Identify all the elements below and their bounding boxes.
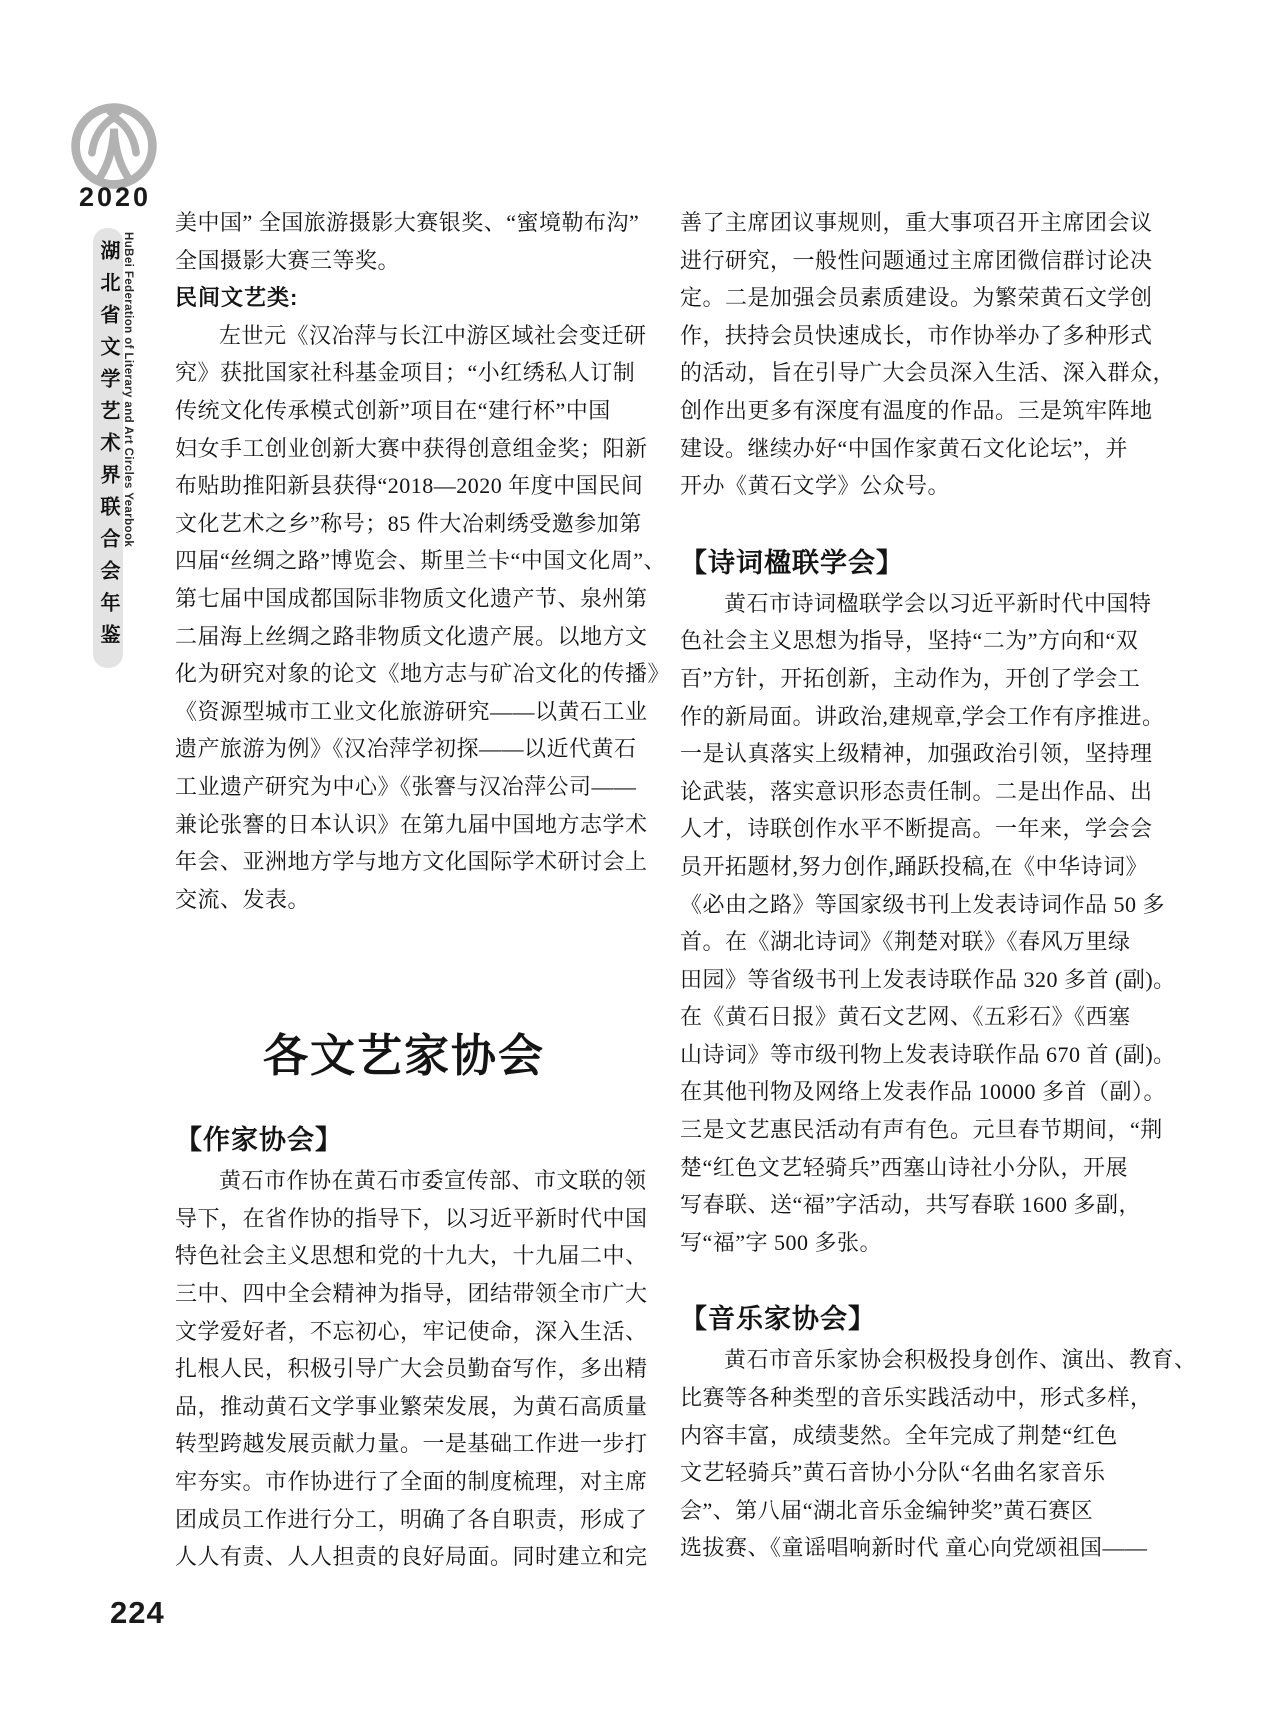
text-line: 四届“丝绸之路”博览会、斯里兰卡“中国文化周”、 bbox=[175, 548, 667, 574]
text-line: 黄石市作协在黄石市委宣传部、市文联的领 bbox=[219, 1168, 647, 1194]
text-line: 作的新局面。讲政治,建规章,学会工作有序推进。 bbox=[680, 703, 1165, 729]
text-line: 的活动，旨在引导广大会员深入生活、深入群众， bbox=[680, 360, 1176, 386]
sidebar-english-title: HuBei Federation of Literary and Art Circles Yearbook bbox=[122, 232, 134, 548]
text-line: 人才，诗联创作水平不断提高。一年来，学会会 bbox=[680, 816, 1153, 842]
text-line: 定。二是加强会员素质建设。为繁荣黄石文学创 bbox=[680, 285, 1153, 311]
text-line: 写“福”字 500 多张。 bbox=[680, 1229, 883, 1255]
text-line: 比赛等各种类型的音乐实践活动中，形式多样， bbox=[680, 1385, 1153, 1411]
text-line: 山诗词》等市级刊物上发表诗联作品 670 首 (副)。 bbox=[680, 1041, 1176, 1067]
right-column bbox=[680, 204, 1197, 1567]
text-line: 左世元《汉冶萍与长江中游区域社会变迁研 bbox=[219, 322, 647, 348]
text-line: 团成员工作进行分工，明确了各自职责，形成了 bbox=[175, 1506, 648, 1532]
section-heading: 【作家协会】 bbox=[175, 1125, 343, 1156]
text-line: 年会、亚洲地方学与地方文化国际学术研讨会上 bbox=[175, 849, 648, 875]
text-line: 牢夯实。市作协进行了全面的制度梳理，对主席 bbox=[175, 1469, 648, 1495]
text-line: 《资源型城市工业文化旅游研究——以黄石工业 bbox=[175, 698, 648, 724]
text-line: 在其他刊物及网络上发表作品 10000 多首（副）。 bbox=[680, 1079, 1167, 1105]
text-line: 进行研究，一般性问题通过主席团微信群讨论决 bbox=[680, 247, 1153, 273]
text-line: 首。在《湖北诗词》《荆楚对联》《春风万里绿 bbox=[680, 929, 1131, 955]
text-line: 三中、四中全会精神为指导，团结带领全市广大 bbox=[175, 1281, 648, 1307]
section-heading: 【音乐家协会】 bbox=[680, 1304, 876, 1335]
text-line: 一是认真落实上级精神，加强政治引领，坚持理 bbox=[680, 741, 1153, 767]
text-line: 楚“红色文艺轻骑兵”西塞山诗社小分队，开展 bbox=[680, 1154, 1129, 1180]
text-line: 《必由之路》等国家级书刊上发表诗词作品 50 多 bbox=[680, 891, 1166, 917]
text-line: 黄石市诗词楹联学会以习近平新时代中国特 bbox=[724, 590, 1152, 616]
emblem-icon bbox=[66, 98, 162, 194]
text-line: 转型跨越发展贡献力量。一是基础工作进一步打 bbox=[175, 1431, 648, 1457]
chapter-heading: 各文艺家协会 bbox=[262, 1030, 545, 1082]
text-line: 文艺轻骑兵”黄石音协小分队“名曲名家音乐 bbox=[680, 1460, 1106, 1486]
text-line: 百”方针，开拓创新，主动作为，开创了学会工 bbox=[680, 665, 1141, 691]
text-line: 人人有责、人人担责的良好局面。同时建立和完 bbox=[175, 1544, 648, 1570]
text-line: 品，推动黄石文学事业繁荣发展，为黄石高质量 bbox=[175, 1393, 648, 1419]
text-line: 特色社会主义思想和党的十九大，十九届二中、 bbox=[175, 1243, 648, 1269]
text-line: 扎根人民，积极引导广大会员勤奋写作，多出精 bbox=[175, 1356, 648, 1382]
text-line: 开办《黄石文学》公众号。 bbox=[680, 473, 951, 499]
text-line: 工业遗产研究为中心》《张謇与汉冶萍公司—— bbox=[175, 773, 637, 799]
text-line: 论武装，落实意识形态责任制。二是出作品、出 bbox=[680, 778, 1153, 804]
section-heading: 【诗词楹联学会】 bbox=[680, 547, 904, 578]
page-number: 224 bbox=[110, 1595, 165, 1630]
text-line: 化为研究对象的论文《地方志与矿冶文化的传播》 bbox=[175, 661, 671, 687]
text-line: 创作出更多有深度有温度的作品。三是筑牢阵地 bbox=[680, 397, 1153, 423]
text-line: 黄石市音乐家协会积极投身创作、演出、教育、 bbox=[724, 1347, 1197, 1373]
text-line: 作，扶持会员快速成长，市作协举办了多种形式 bbox=[680, 322, 1153, 348]
text-line: 选拔赛、《童谣唱响新时代 童心向党颂祖国—— bbox=[680, 1535, 1148, 1561]
text-line: 兼论张謇的日本认识》在第九届中国地方志学术 bbox=[175, 811, 648, 837]
text-line: 传统文化传承模式创新”项目在“建行杯”中国 bbox=[175, 397, 611, 423]
text-line: 员开拓题材,努力创作,踊跃投稿,在《中华诗词》 bbox=[680, 853, 1149, 879]
text-line: 导下，在省作协的指导下，以习近平新时代中国 bbox=[175, 1205, 648, 1231]
text-line: 妇女手工创业创新大赛中获得创意组金奖；阳新 bbox=[175, 435, 648, 461]
text-line: 二届海上丝绸之路非物质文化遗产展。以地方文 bbox=[175, 623, 648, 649]
text-line: 在《黄石日报》黄石文艺网、《五彩石》《西塞 bbox=[680, 1004, 1131, 1030]
text-line: 三是文艺惠民活动有声有色。元旦春节期间，“荆 bbox=[680, 1117, 1163, 1143]
text-line: 全国摄影大赛三等奖。 bbox=[175, 247, 401, 273]
federation-emblem-logo bbox=[66, 98, 162, 194]
text-line: 布贴助推阳新县获得“2018—2020 年度中国民间 bbox=[175, 473, 644, 499]
text-line: 会”、第八届“湖北音乐金编钟奖”黄石赛区 bbox=[680, 1497, 1094, 1523]
text-line: 交流、发表。 bbox=[175, 886, 311, 912]
text-line: 写春联、送“福”字活动，共写春联 1600 多副， bbox=[680, 1192, 1142, 1218]
text-line: 究》获批国家社科基金项目；“小红绣私人订制 bbox=[175, 360, 636, 386]
text-line: 民间文艺类: bbox=[175, 285, 299, 311]
left-column bbox=[175, 204, 671, 1576]
text-line: 善了主席团议事规则，重大事项召开主席团会议 bbox=[680, 210, 1153, 235]
text-line: 文学爱好者，不忘初心，牢记使命，深入生活、 bbox=[175, 1318, 648, 1344]
text-line: 色社会主义思想为指导，坚持“二为”方向和“双 bbox=[680, 628, 1139, 654]
text-line: 内容丰富，成绩斐然。全年完成了荆楚“红色 bbox=[680, 1422, 1118, 1448]
text-line: 文化艺术之乡”称号；85 件大冶刺绣受邀参加第 bbox=[175, 510, 642, 536]
text-line: 建设。继续办好“中国作家黄石文化论坛”，并 bbox=[680, 435, 1129, 461]
text-line: 田园》等省级书刊上发表诗联作品 320 多首 (副)。 bbox=[680, 966, 1176, 992]
text-line: 遗产旅游为例》《汉冶萍学初探——以近代黄石 bbox=[175, 736, 637, 762]
text-line: 第七届中国成都国际非物质文化遗产节、泉州第 bbox=[175, 585, 648, 611]
text-line: 美中国” 全国旅游摄影大赛银奖、“蜜境勒布沟” bbox=[175, 210, 640, 235]
sidebar-vertical-title: 湖北省文学艺术界联合会年鉴 bbox=[93, 228, 123, 668]
year-label: 2020 bbox=[78, 182, 152, 212]
